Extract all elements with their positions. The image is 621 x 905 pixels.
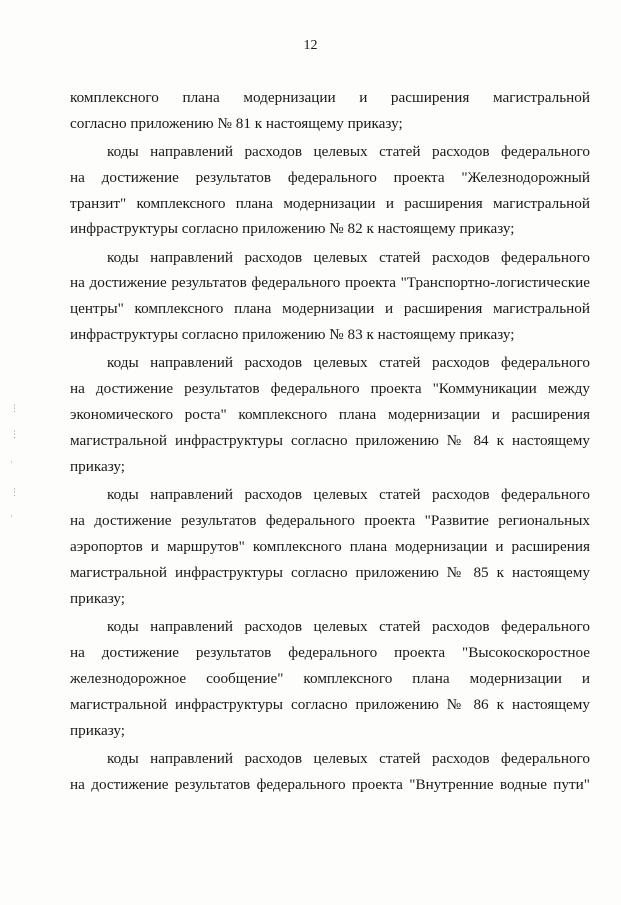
text-line: экономического роста" комплексного плана модернизации и расширения [70, 406, 590, 423]
text-line: магистральной инфраструктуры согласно приложению № 84 к настоящему [70, 432, 590, 449]
text-line: на достижение результатов федерального проекта "Транспортно-логистические [70, 274, 590, 291]
text-line: коды направлений расходов целевых статей расходов федерального [107, 143, 590, 160]
text-line: центры" комплексного плана модернизации и расширения магистральной [70, 300, 590, 317]
text-line: согласно приложению № 81 к настоящему приказу; [70, 115, 403, 132]
text-line: коды направлений расходов целевых статей расходов федерального [107, 354, 590, 371]
text-line: на достижение результатов федерального проекта "Высокоскоростное [70, 644, 590, 661]
text-line: коды направлений расходов целевых статей расходов федерального [107, 249, 590, 266]
text-line: коды направлений расходов целевых статей расходов федерального [107, 618, 590, 635]
text-line: на достижение результатов федерального проекта "Развитие региональных [70, 512, 590, 529]
scan-artifact-mark: ⋮ [10, 430, 19, 440]
text-line: магистральной инфраструктуры согласно приложению № 86 к настоящему [70, 696, 590, 713]
text-line: приказу; [70, 590, 126, 607]
text-line: на достижение результатов федерального проекта "Железнодорожный [70, 169, 590, 186]
text-line: комплексного плана модернизации и расширения магистральной [70, 89, 590, 106]
text-line: приказу; [70, 458, 126, 475]
text-line: коды направлений расходов целевых статей расходов федерального [107, 750, 590, 767]
scan-artifact-mark: · [10, 458, 13, 468]
text-line: инфраструктуры согласно приложению № 83 к настоящему приказу; [70, 326, 515, 343]
text-line: приказу; [70, 722, 126, 739]
page-number: 12 [303, 38, 318, 53]
text-line: железнодорожное сообщение" комплексного плана модернизации и [70, 670, 590, 687]
text-line: инфраструктуры согласно приложению № 82 к настоящему приказу; [70, 220, 515, 237]
text-line: коды направлений расходов целевых статей расходов федерального [107, 486, 590, 503]
scan-artifact-mark: ⋮ [10, 488, 19, 498]
scan-artifact-mark: · [10, 512, 13, 522]
text-line: магистральной инфраструктуры согласно приложению № 85 к настоящему [70, 564, 590, 581]
scan-artifact-mark: ⋮ [10, 404, 19, 414]
text-line: аэропортов и маршрутов" комплексного плана модернизации и расширения [70, 538, 590, 555]
text-line: на достижение результатов федерального проекта "Внутренние водные пути" [70, 776, 590, 793]
text-line: на достижение результатов федерального проекта "Коммуникации между [70, 380, 590, 397]
text-line: транзит" комплексного плана модернизации и расширения магистральной [70, 195, 590, 212]
